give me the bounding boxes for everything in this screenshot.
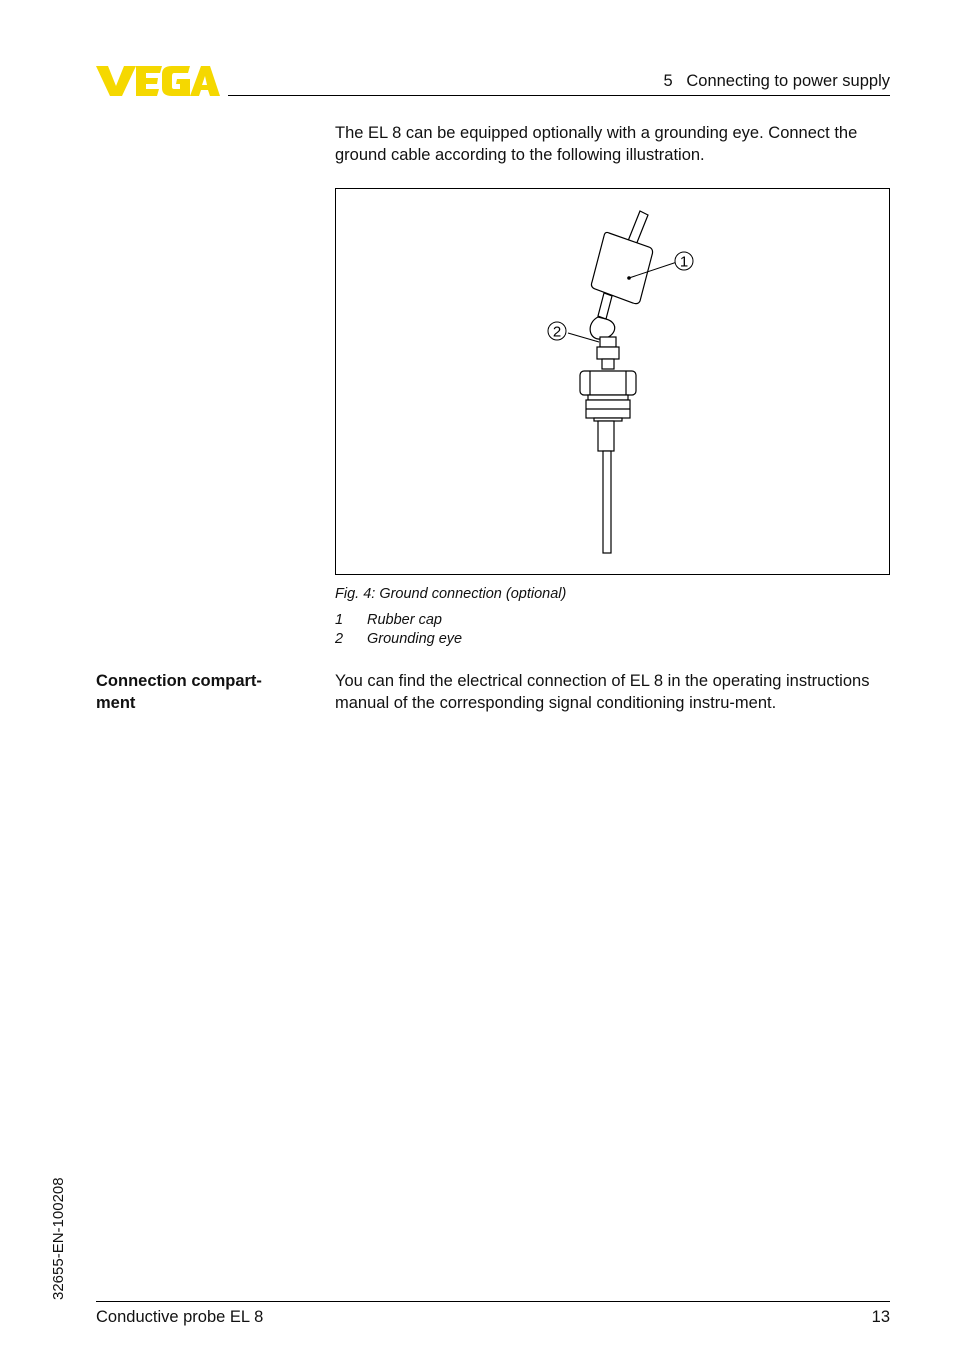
svg-text:2: 2 xyxy=(552,323,562,341)
legend-number: 1 xyxy=(335,612,344,628)
legend-item xyxy=(335,612,442,628)
header-rule xyxy=(228,95,890,96)
figure-frame xyxy=(335,188,890,575)
body-paragraph: You can find the electrical connection of EL 8 in the operating instructions manual of the corresponding signal conditioning instru-ment. xyxy=(335,672,870,712)
callout-2 xyxy=(548,322,566,341)
grounding-eye xyxy=(590,317,615,339)
section-title: 5 Connecting to power supply xyxy=(663,72,890,90)
document-id: 32655-EN-100208 xyxy=(50,1177,67,1300)
figure-caption: Fig. 4: Ground connection (optional) xyxy=(335,586,567,602)
footer-rule xyxy=(96,1301,890,1302)
legend-number: 2 xyxy=(335,631,344,647)
callout-1 xyxy=(675,252,693,271)
legend-label: Grounding eye xyxy=(367,631,463,647)
rubber-cap xyxy=(591,232,652,303)
probe-illustration xyxy=(336,189,889,574)
page-number: 13 xyxy=(871,1308,890,1326)
legend-item xyxy=(335,631,462,647)
intro-paragraph: The EL 8 can be equipped optionally with a grounding eye. Connect the ground cable according to the following illustration. xyxy=(335,124,858,164)
section-heading: Connection compart- ment xyxy=(96,672,262,712)
legend-label: Rubber cap xyxy=(367,612,442,628)
footer-title: Conductive probe EL 8 xyxy=(96,1308,264,1326)
vega-logo xyxy=(96,64,220,98)
svg-text:1: 1 xyxy=(679,253,689,271)
